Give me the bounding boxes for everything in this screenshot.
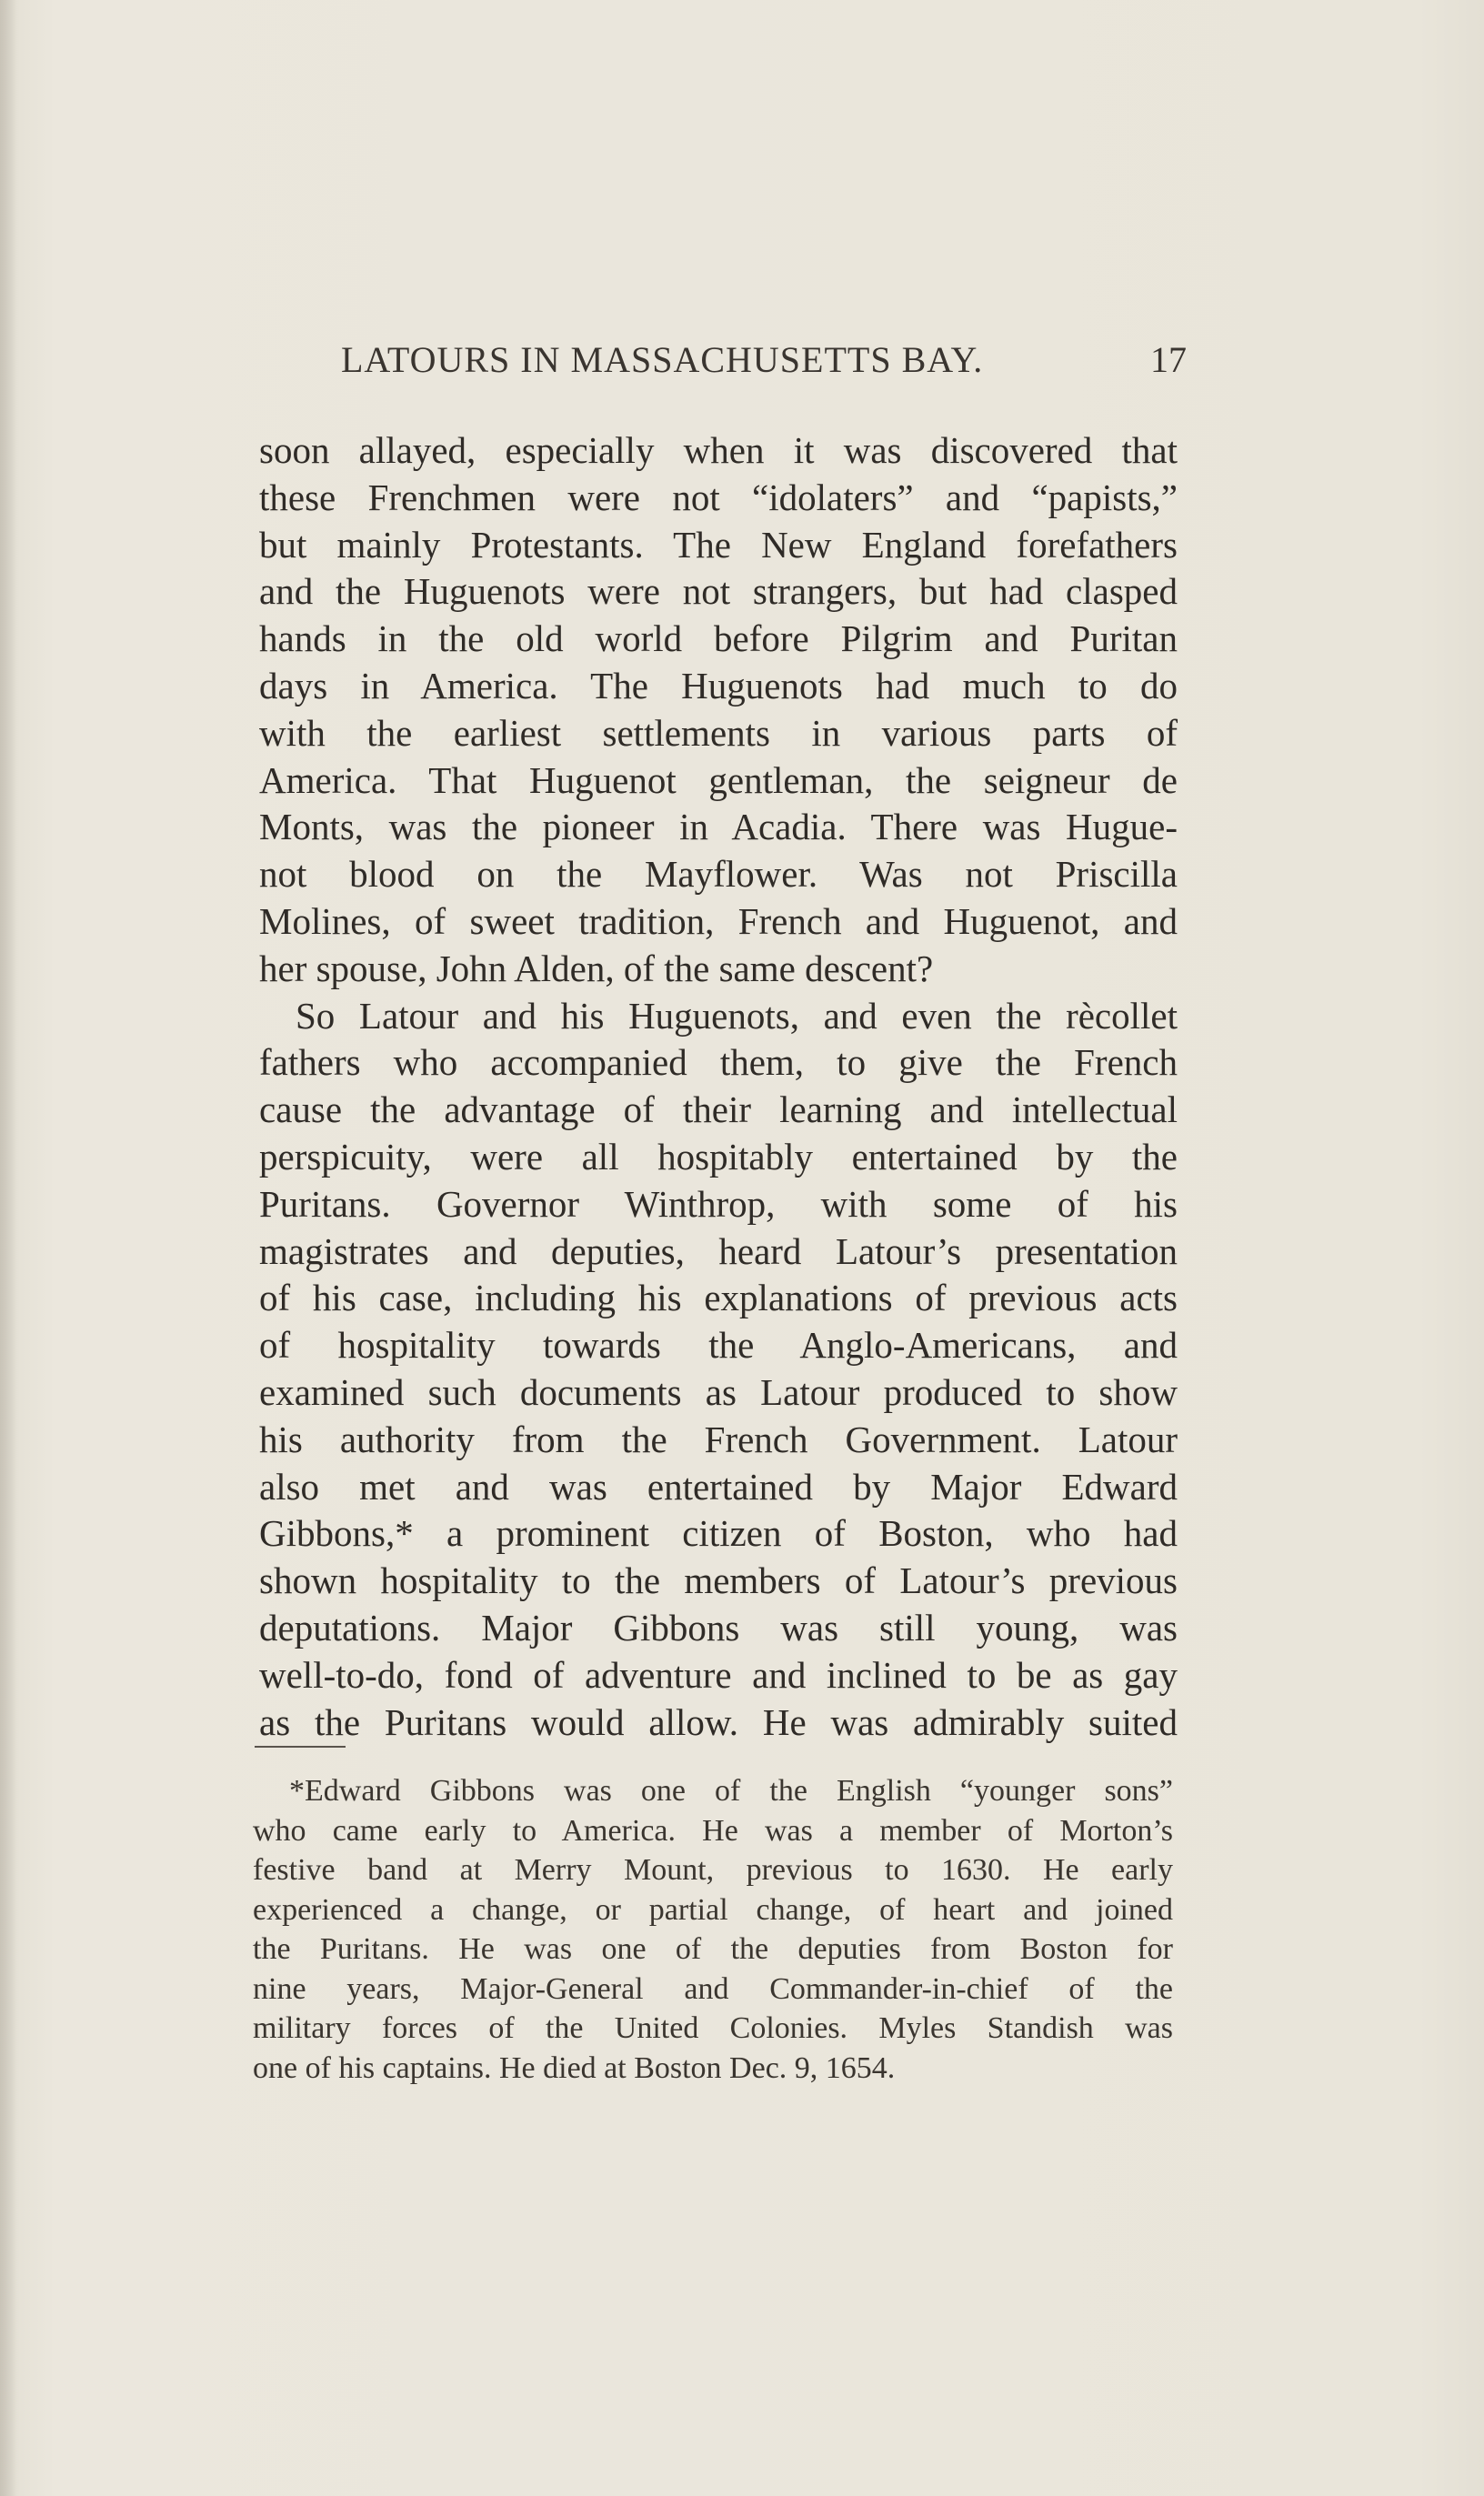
footnote-line: *Edward Gibbons was one of the English “younger sons” — [289, 1774, 1173, 1808]
text-line: his authority from the French Government. Latour — [259, 1418, 1178, 1460]
gutter-shadow — [0, 0, 16, 2496]
text-line: So Latour and his Huguenots, and even the rècollet — [296, 994, 1178, 1037]
text-line: of hospitality towards the Anglo-Americans, and — [259, 1324, 1178, 1367]
footnote-line: the Puritans. He was one of the deputies from Boston for — [253, 1932, 1173, 1966]
paragraph-1 — [259, 427, 1178, 993]
text-line: with the earliest settlements in various parts of — [259, 711, 1178, 754]
footnote-line: military forces of the United Colonies. Myles Standish was — [253, 2011, 1173, 2045]
text-line: cause the advantage of their learning and intellectual — [259, 1088, 1178, 1131]
text-line: not blood on the Mayflower. Was not Priscilla — [259, 853, 1178, 896]
text-line: well-to-do, fond of adventure and inclined to be as gay — [259, 1653, 1178, 1696]
paragraph-2 — [259, 993, 1178, 1747]
text-line: Puritans. Governor Winthrop, with some of his — [259, 1182, 1178, 1225]
text-line: shown hospitality to the members of Latour’s previous — [259, 1559, 1178, 1602]
text-line: but mainly Protestants. The New England forefathers — [259, 523, 1178, 566]
text-line: Gibbons,* a prominent citizen of Boston, who had — [259, 1512, 1178, 1555]
text-line: days in America. The Huguenots had much to do — [259, 664, 1178, 707]
footnote — [253, 1771, 1173, 2088]
text-line: hands in the old world before Pilgrim and Puritan — [259, 617, 1178, 660]
text-line: her spouse, John Alden, of the same descent? — [259, 947, 934, 989]
text-line: America. That Huguenot gentleman, the seigneur de — [259, 758, 1178, 801]
text-line: of his case, including his explanations of previous acts — [259, 1277, 1178, 1319]
text-line: deputations. Major Gibbons was still young, was — [259, 1606, 1178, 1649]
footnote-line: one of his captains. He died at Boston Dec. 9, 1654. — [253, 2050, 896, 2085]
text-line: as the Puritans would allow. He was admirably suited — [259, 1700, 1178, 1743]
text-line: magistrates and deputies, heard Latour’s presentation — [259, 1229, 1178, 1272]
text-line: perspicuity, were all hospitably entertained by the — [259, 1135, 1178, 1178]
text-line: fathers who accompanied them, to give the French — [259, 1041, 1178, 1084]
footnote-line: festive band at Merry Mount, previous to 1630. He early — [253, 1853, 1173, 1887]
footnote-line: who came early to America. He was a member of Morton’s — [253, 1813, 1173, 1848]
running-head — [341, 338, 1187, 393]
text-line: Molines, of sweet tradition, French and Huguenot, and — [259, 899, 1178, 942]
text-line: examined such documents as Latour produced to show — [259, 1370, 1178, 1413]
text-line: also met and was entertained by Major Edward — [259, 1465, 1178, 1508]
body-text — [259, 427, 1178, 1746]
text-line: Monts, was the pioneer in Acadia. There was Hugue- — [259, 806, 1178, 848]
running-head-title: LATOURS IN MASSACHUSETTS BAY. — [341, 339, 984, 380]
footnote-line: experienced a change, or partial change, of heart and joined — [253, 1892, 1173, 1927]
page-number: 17 — [1150, 339, 1187, 380]
text-line: soon allayed, especially when it was discovered that — [259, 429, 1178, 471]
footnote-rule — [255, 1746, 346, 1748]
text-line: these Frenchmen were not “idolaters” and “papists,” — [259, 476, 1178, 518]
text-line: and the Huguenots were not strangers, but had clasped — [259, 570, 1178, 613]
footnote-line: nine years, Major-General and Commander-in-chief of the — [253, 1971, 1173, 2006]
